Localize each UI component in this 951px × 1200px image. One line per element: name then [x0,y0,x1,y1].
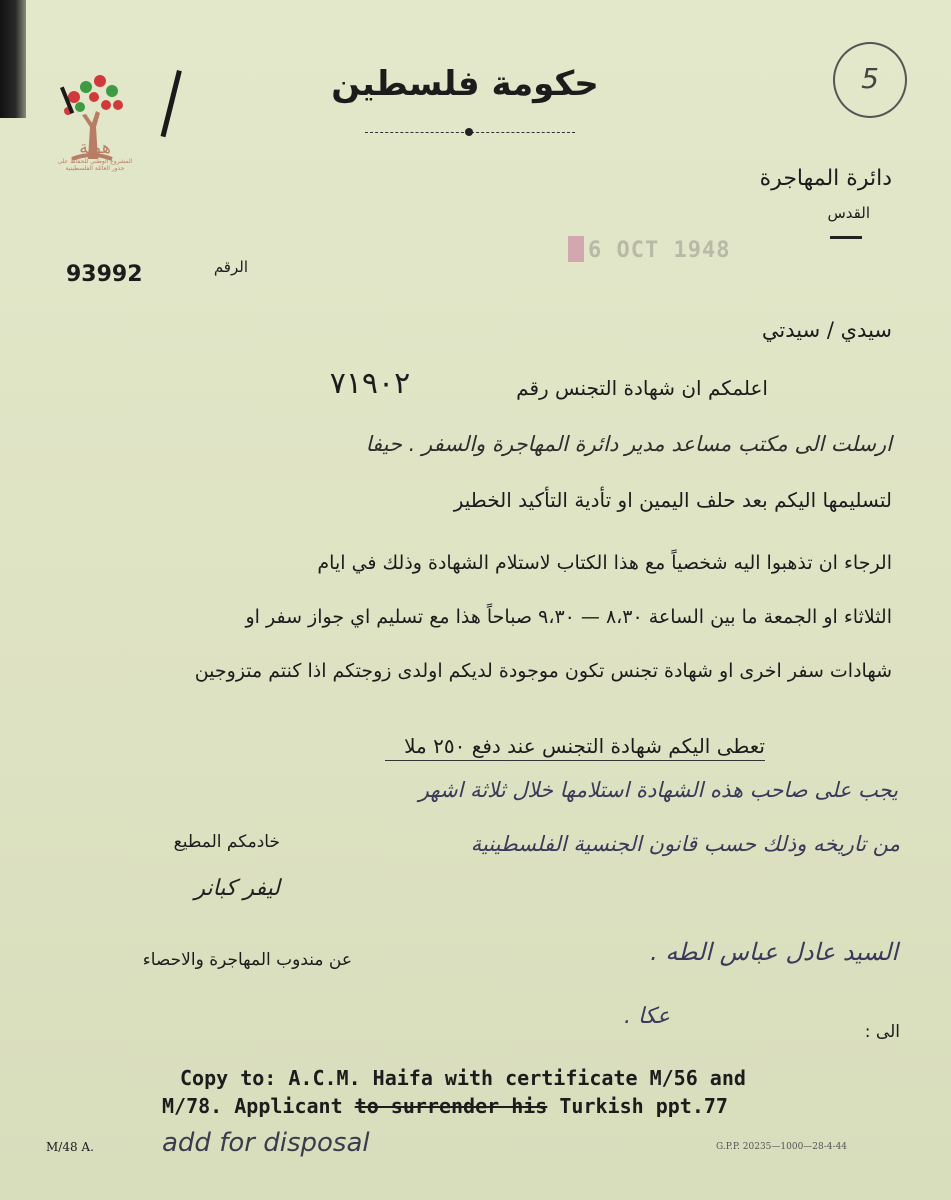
copy-line-2-part-a: M/78. Applicant [162,1094,343,1118]
signature: ليفر كبانر [194,876,280,901]
body-para2-line-2: الثلاثاء او الجمعة ما بين الساعة ٨،٣٠ — ٩،٣٠ صباحاً هذا مع تسليم اي جواز سفر او [245,606,892,628]
handwritten-note-2: من تاريخه وذلك حسب قانون الجنسية الفلسطينية [470,832,900,856]
date-stamp [566,232,746,270]
logo-caption-1: المشروع الوطني للحفاظ على [57,158,133,165]
copy-to-line-2 [162,1094,728,1118]
body-line-2: ارسلت الى مكتب مساعد مدير دائرة المهاجرة والسفر . حيفا [365,432,892,456]
to-label: الى : [864,1022,900,1042]
handwritten-note-1: يجب على صاحب هذه الشهادة استلامها خلال ثلاثة اشهر [418,778,898,802]
department-city: القدس [827,204,870,222]
stamp-date: 6 OCT 1948 [588,238,731,263]
stamp-mark [568,236,584,262]
body-line-3: لتسليمها اليكم بعد حلف اليمين او تأدية التأكيد الخطير [453,488,892,512]
copy-to-line-1: Copy to: A.C.M. Haifa with certificate M/56 and [180,1066,746,1090]
ref-number: 93992 [66,262,143,287]
on-behalf-of: عن مندوب المهاجرة والاحصاء [142,950,352,970]
fee-underline [385,760,765,761]
logo-name: هوية [79,138,111,158]
government-title: حكومة فلسطين [331,64,599,104]
closing-phrase: خادمكم المطيع [173,832,280,852]
binding-edge [0,0,26,118]
body-para2-line-3: شهادات سفر اخرى او شهادة تجنس تكون موجودة لديكم اولدى زوجتكم اذا كنتم متزوجين [194,660,892,682]
body-line-1: اعلمكم ان شهادة التجنس رقم [516,376,768,400]
salutation: سيدي / سيدتي [761,318,892,342]
body-para2-line-1: الرجاء ان تذهبوا اليه شخصياً مع هذا الكتاب لاستلام الشهادة وذلك في ايام [317,552,892,574]
ref-label: الرقم [213,258,248,276]
logo-text-block [40,138,150,172]
form-code: M/48 A. [46,1140,94,1154]
addressee-city: عكا . [624,1004,670,1029]
fee-line: تعطى اليكم شهادة التجنس عند دفع ٢٥٠ ملا [404,734,765,758]
page-number-circle [833,42,907,118]
printer-code: G.P.P. 20235—1000—28-4-44 [716,1142,848,1152]
divider-dot [465,128,473,136]
handwritten-english-note: add for disposal [162,1128,370,1158]
copy-line-2-struck: to surrender his [354,1094,548,1118]
page-number: 5 [861,62,879,95]
addressee-name: السيد عادل عباس الطه . [650,938,898,966]
logo-caption-2: جذور العائلة الفلسطينية [65,165,125,172]
department-name: دائرة المهاجرة [759,166,892,191]
certificate-number: ٧١٩٠٢ [329,366,411,401]
pencil-slash [161,70,182,137]
copy-line-2-part-b: Turkish ppt.77 [559,1094,728,1118]
city-underline [830,236,862,239]
